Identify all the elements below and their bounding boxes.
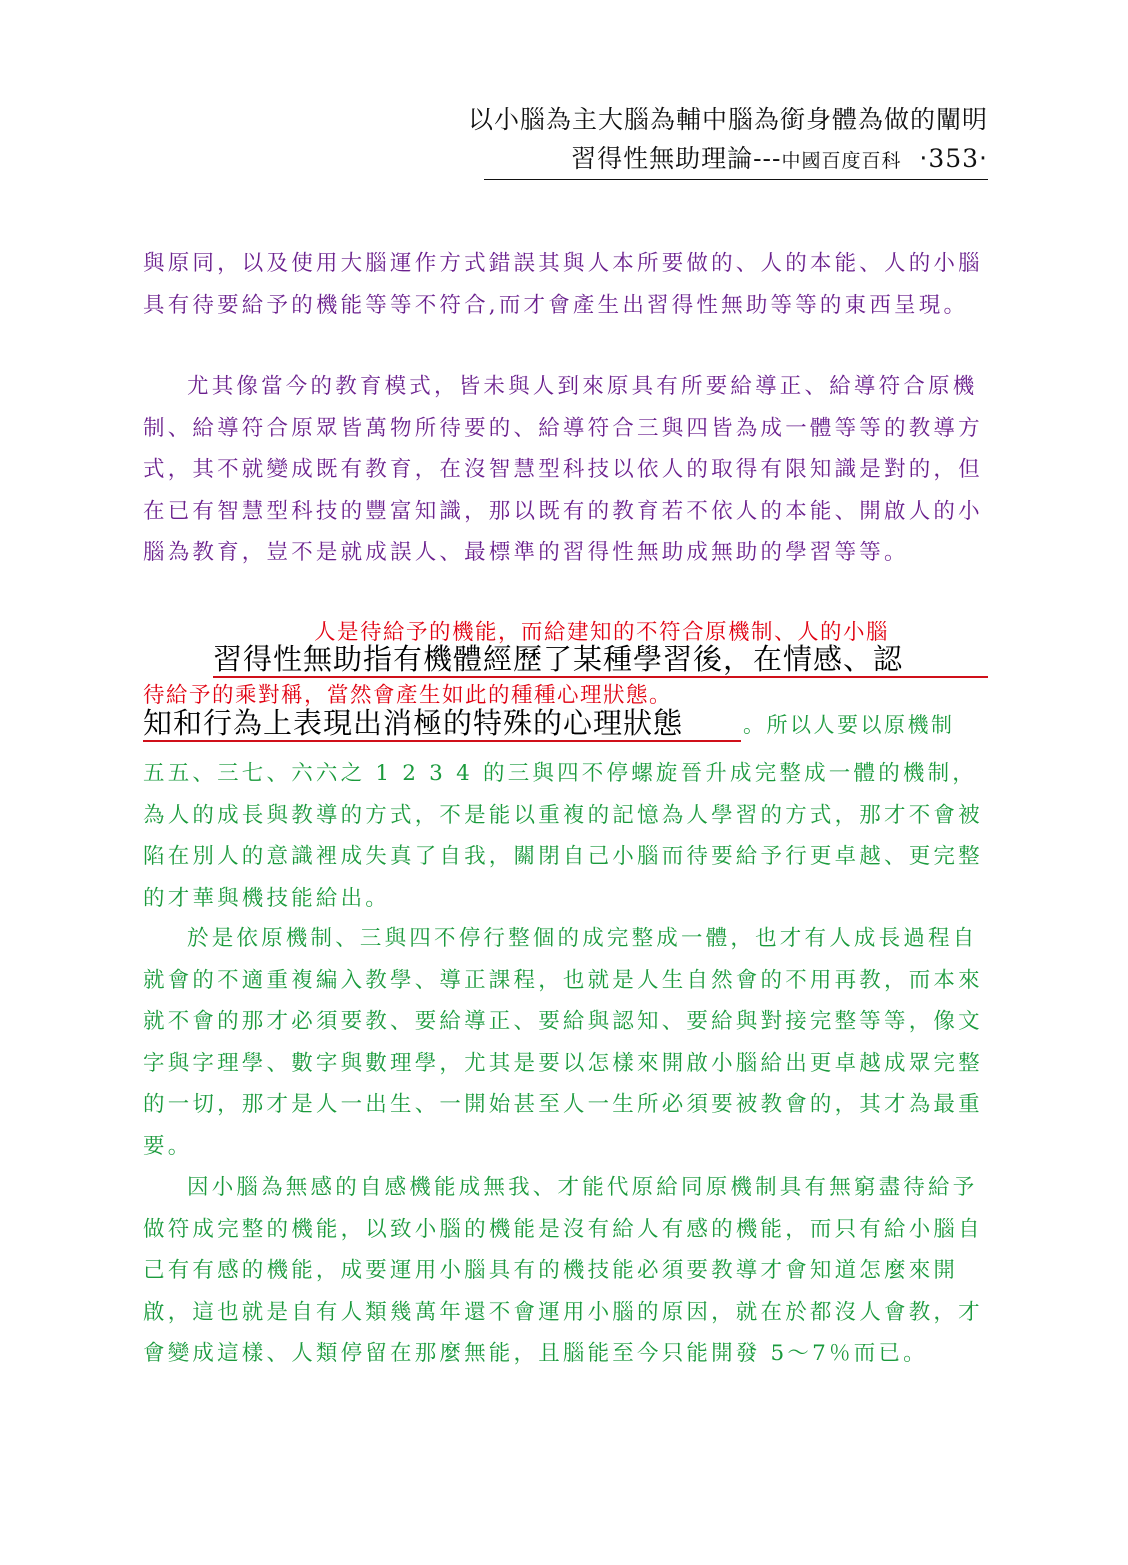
definition-underline-2 xyxy=(143,740,741,742)
header-subtitle-main: 習得性無助理論--- xyxy=(571,144,782,173)
paragraph-1: 與原同，以及使用大腦運作方式錯誤其與人本所要做的、人的本能、人的小腦具有待要給予的機能等等不符合,而才會產生出習得性無助等等的東西呈現。 xyxy=(143,251,983,318)
header-subtitle-source: 中國百度百科 xyxy=(781,150,902,172)
annotation-1: 人是待給予的機能，而給建知的不符合原機制、人的小腦 xyxy=(314,620,890,645)
page-number: ‧353‧ xyxy=(919,144,988,173)
paragraph-4: 於是依原機制、三與四不停行整個的成完整成一體，也才有人成長過程自就會的不適重複編入教學、導正課程，也就是人生自然會的不用再教，而本來就不會的那才必須要教、要給導正、要給與認知、要給與對接完整等等，像文字與字理學、數字與數理學，尤其是要以怎樣來開啟小腦給出更卓越成眾完整的一切，那才是人一出生、一開始甚至人一生所必須要被教會的，其才為最重要。 xyxy=(143,926,983,1159)
definition-line-1: 習得性無助指有機體經歷了某種學習後，在情感、認 xyxy=(213,642,904,676)
definition-line-2: 知和行為上表現出消極的特殊的心理狀態 xyxy=(143,706,684,740)
header-rule xyxy=(484,179,988,180)
paragraph-5: 因小腦為無感的自感機能成無我、才能代原給同原機制具有無窮盡待給予做符成完整的機能，以致小腦的機能是沒有給人有感的機能，而只有給小腦自己有有感的機能，成要運用小腦具有的機技能必須要教導才會知道怎麼來開啟，這也就是自有人類幾萬年還不會運用小腦的原因，就在於都沒人會教，才會變成這樣、人類停留在那麼無能，且腦能至今只能開發 5～7％而已。 xyxy=(143,1175,983,1366)
annotation-2: 待給予的乘對稱，當然會產生如此的種種心理狀態。 xyxy=(143,683,673,708)
definition-tail: 。所以人要以原機制 xyxy=(743,713,955,737)
page-header xyxy=(468,100,988,180)
paragraph-2: 尤其像當今的教育模式，皆未與人到來原具有所要給導正、給導符合原機制、給導符合原眾皆萬物所待要的、給導符合三與四皆為成一體等等的教導方式，其不就變成既有教育，在沒智慧型科技以依人的取得有限知識是對的，但在已有智慧型科技的豐富知識，那以既有的教育若不依人的本能、開啟人的小腦為教育，豈不是就成誤人、最標準的習得性無助成無助的學習等等。 xyxy=(143,374,983,565)
header-title: 以小腦為主大腦為輔中腦為銜身體為做的闡明 xyxy=(467,105,988,134)
header-subtitle xyxy=(468,140,988,180)
definition-underline-1 xyxy=(213,676,988,678)
paragraph-3: 五五、三七、六六之 1 2 3 4 的三與四不停螺旋晉升成完整成一體的機制，為人的成長與教導的方式，不是能以重複的記憶為人學習的方式，那才不會被陷在別人的意識裡成失真了自我，關閉自己小腦而待要給予行更卓越、更完整的才華與機技能給出。 xyxy=(143,761,983,911)
